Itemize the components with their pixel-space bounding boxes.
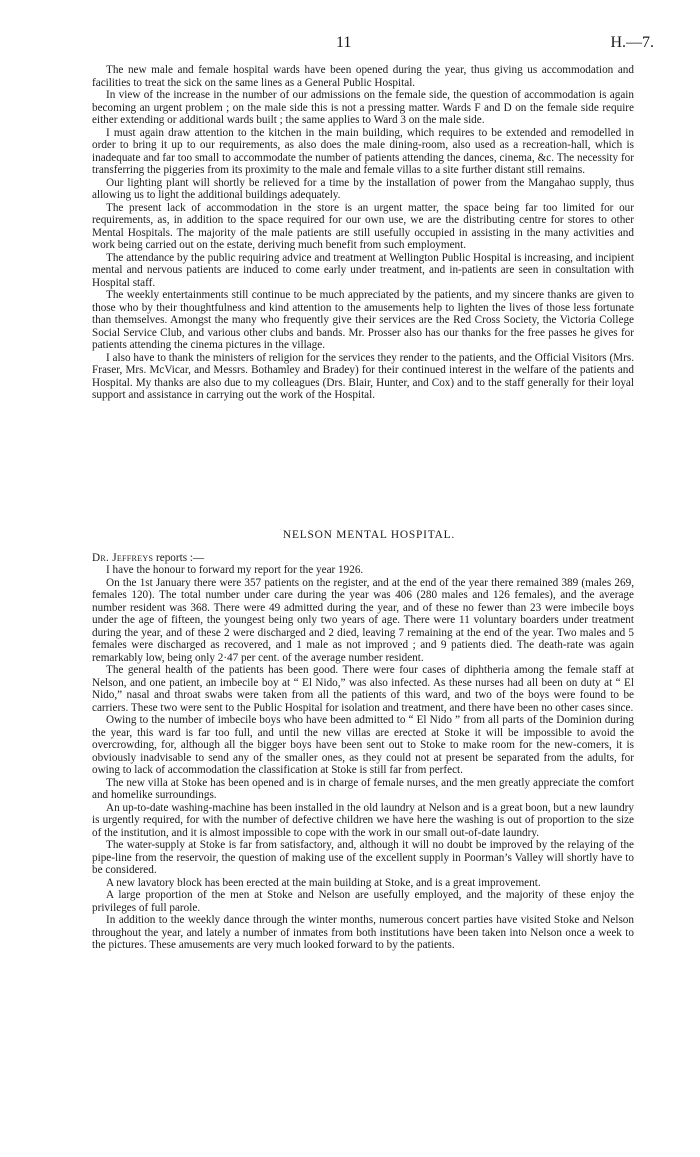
paragraph: The attendance by the public requiring advice and treatment at Wellington Public Hospital is increasing, and incipient mental and nervous patients are induced to come early under treatment, and in-patients are seen in consultation with Hospital staff. (92, 251, 634, 289)
byline-name: Dr. Jeffreys (92, 551, 154, 564)
paragraph: A large proportion of the men at Stoke and Nelson are usefully employed, and the majority of these enjoy the privileges of full parole. (92, 889, 634, 914)
paragraph: The general health of the patients has been good. There were four cases of diphtheria among the female staff at Nelson, and one patient, an imbecile boy at “ El Nido,” was also infected. As these nurses had all been on duty at “ El Nido,” nasal and throat swabs were taken from all the patients of this ward, and two of the boys were found to be carriers. These two were sent to the Public Hospital for isolation and treatment, and there have been no other cases since. (92, 664, 634, 714)
paragraph: Our lighting plant will shortly be relieved for a time by the installation of power from the Mangahao supply, thus allowing us to light the additional buildings adequately. (92, 176, 634, 201)
paragraph: In view of the increase in the number of our admissions on the female side, the question of accommodation is again becoming an urgent problem ; on the male side this is not a pressing matter. Wards F and D on the female side require either extending or additional wards built ; the same applies to Ward 3 on the male side. (92, 89, 634, 126)
report-code: H.—7. (610, 34, 654, 51)
paragraph: Owing to the number of imbecile boys who have been admitted to “ El Nido ” from all parts of the Dominion during the year, this ward is far too full, and until the new villas are erected at Stoke it will be impossible to avoid the overcrowding, for, although all the bigger boys have been sent out to Stoke to make room for the new-comers, it is obviously inadvisable to send any of the smaller ones, as they could not at present be separated from the adults, for owing to lack of accommodation the classification at Stoke is still far from perfect. (92, 714, 634, 776)
paragraph: I have the honour to forward my report for the year 1926. (106, 564, 364, 576)
page-header (0, 34, 700, 56)
wellington-report-continuation (92, 64, 634, 402)
report-byline (92, 552, 634, 565)
paragraph: I must again draw attention to the kitchen in the main building, which requires to be extended and remodelled in order to bring it up to our requirements, as also does the male dining-room, also used as a recreation-hall, which is inadequate and far too small to accommodate the number of patients attending the dances, cinema, &c. The necessity for transferring the piggeries from its proximity to the male and female villas to a site further distant still remains. (92, 126, 634, 176)
paragraph: A new lavatory block has been erected at the main building at Stoke, and is a great improvement. (106, 876, 541, 889)
page-number: 11 (336, 34, 352, 51)
nelson-mental-hospital-section (92, 529, 634, 952)
paragraph: I also have to thank the ministers of religion for the services they render to the patients, and the Official Visitors (Mrs. Fraser, Mrs. McVicar, and Messrs. Bothamley and Bradey) for their continued interest in the welfare of the patients and Hospital. My thanks are also due to my colleagues (Drs. Blair, Hunter, and Cox) and to the staff generally for their loyal support and assistance in carrying out the work of the Hospital. (92, 351, 635, 401)
paragraph: The weekly entertainments still continue to be much appreciated by the patients, and my sincere thanks are given to those who by their thoughtfulness and kind attention to the amusements help to lighten the lives of those less fortunate than themselves. Amongst the many who frequently give their services are the Red Cross Society, the Victoria College Social Service Club, and various other clubs and bands. Mr. Prosser also has our thanks for the free passes he gives for patients attending the cinema pictures in the village. (92, 289, 634, 351)
paragraph: On the 1st January there were 357 patients on the register, and at the end of the year there remained 389 (males 269, females 120). The total number under care during the year was 406 (280 males and 126 females), and the average number resident was 368. There were 49 admitted during the year, and of these no fewer than 23 were imbecile boys under the age of fifteen, the youngest being only two years of age. There were 11 voluntary boarders under treatment during the year, and of these 2 were discharged and 2 died, leaving 7 remaining at the end of the year. Two males and 5 females were discharged as recovered, and 1 male as not improved ; and 9 patients died. The death-rate was again remarkably low, being only 2·47 per cent. of the average number resident. (92, 576, 634, 664)
paragraph: The new villa at Stoke has been opened and is in charge of female nurses, and the men greatly appreciate the comfort and homelike surroundings. (92, 776, 634, 801)
paragraph: In addition to the weekly dance through the winter months, numerous concert parties have visited Stoke and Nelson throughout the year, and lately a number of inmates from both institutions have been taken into Nelson once a week to the pictures. These amusements are very much looked forward to by the patients. (92, 914, 634, 951)
byline-suffix: reports :— (153, 551, 205, 564)
paragraph: The present lack of accommodation in the store is an urgent matter, the space being far too limited for our requirements, as, in addition to the space required for our own use, we are the distributing centre for stores to other Mental Hospitals. The majority of the male patients are still usefully occupied in assisting in the many activities and work being carried out on the estate, deriving much benefit from such employment. (92, 201, 634, 251)
paragraph: The new male and female hospital wards have been opened during the year, thus giving us accommodation and facilities to treat the sick on the same lines as a General Public Hospital. (92, 64, 634, 89)
section-heading (92, 529, 634, 542)
paragraph: An up-to-date washing-machine has been installed in the old laundry at Nelson and is a great boon, but a new laundry is urgently required, for with the number of defective children we have here the washing is out of proportion to the size of the institution, and it is almost impossible to cope with the work in our small out-of-date laundry. (92, 801, 634, 839)
section-heading-text: NELSON MENTAL HOSPITAL. (282, 529, 456, 541)
paragraph: The water-supply at Stoke is far from satisfactory, and, although it will no doubt be improved by the relaying of the pipe-line from the reservoir, the question of making use of the excellent supply in Poorman’s Valley will shortly have to be considered. (92, 839, 634, 876)
